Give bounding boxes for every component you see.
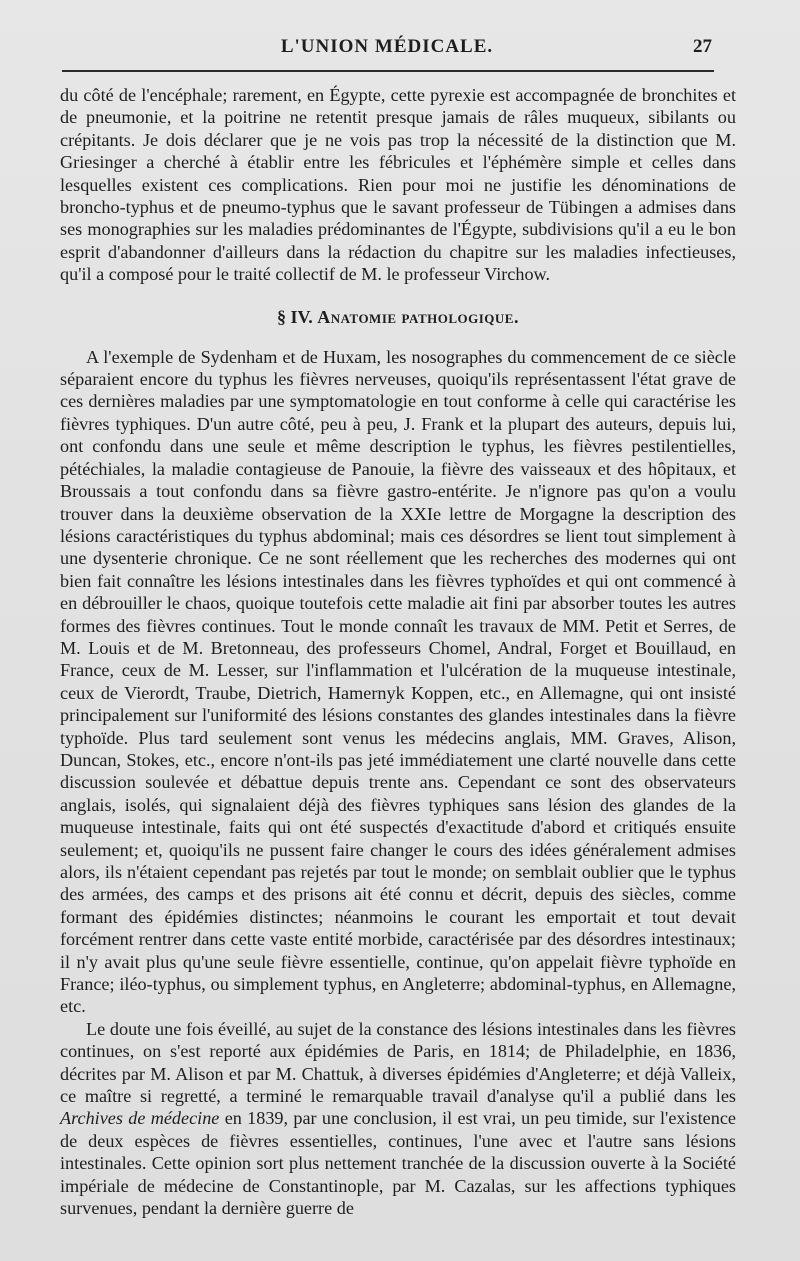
paragraph-3-text-b: en 1839, par une conclusion, il est vrai, un peu timide, sur l'existence de deux espèces de fièvres essentielles, continues, l'une avec et l'autre sans lésions intestinales. Cette opinion sort plus nettement tranchée de la discussion ouverte à la Société impériale de médecine de Constantinople, par M. Cazalas, sur les affections typhiques survenues, pendant la dernière guerre de: [60, 1108, 736, 1219]
paragraph-1: du côté de l'encéphale; rarement, en Égypte, cette pyrexie est accompagnée de bronchites et de pneumonie, et la poitrine ne retentit presque jamais de râles muqueux, sibilants ou crépitants. Je dois déclarer que je ne vois pas trop la nécessité de la distinction que M. Griesinger a cherché à établir entre les fébricules et l'éphémère simple et celles dans lesquelles existent ces complications. Rien pour moi ne justifie les dénominations de broncho-typhus et de pneumo-typhus que le savant professeur de Tübingen a admises dans ses monographies sur les maladies prédominantes de l'Égypte, subdivisions qu'il a eu le bon esprit d'abandonner d'ailleurs dans la rédaction du chapitre sur les maladies infectieuses, qu'il a composé pour le traité collectif de M. le professeur Virchow.: [60, 85, 736, 285]
paragraph-3-text-a: Le doute une fois éveillé, au sujet de la constance des lésions intestinales dans les fièvres continues, on s'est reporté aux épidémies de Paris, en 1814; de Philadelphie, en 1836, décrites par M. Alison et par M. Chattuk, à diverses épidémies d'Angleterre; et déjà Valleix, ce maître si regretté, a terminé le remarquable travail d'analyse qu'il a publié dans les: [60, 1018, 736, 1107]
section-number: § IV.: [277, 306, 313, 327]
paragraph-2: A l'exemple de Sydenham et de Huxam, les nosographes du commencement de ce siècle séparaient encore du typhus les fièvres nerveuses, quoiqu'ils représentassent l'état grave de ces dernières maladies par une symptomatologie en tout conforme à celle qui caractérise les fièvres typhiques. D'un autre côté, peu à peu, J. Frank et la plupart des auteurs, depuis lui, ont confondu dans une seule et même description le typhus, les fièvres pestilentielles, pétéchiales, la maladie contagieuse de Panouie, la fièvre des vaisseaux et des hôpitaux, et Broussais a tout confondu dans sa fièvre gastro-entérite. Je n'ignore pas qu'on a voulu trouver dans la deuxième observation de la XXIe lettre de Morgagne la description des lésions caractéristiques du typhus abdominal; mais ces désordres se lient tout simplement à une dysenterie chronique. Ce ne sont réellement que les recherches des modernes qui ont bien fait connaître les lésions intestinales dans les fièvres typhoïdes et qui ont commencé à en débrouiller le chaos, quoique toutefois cette maladie ait fini par absorber toutes les autres formes des fièvres continues. Tout le monde connaît les travaux de MM. Petit et Serres, de M. Louis et de M. Bretonneau, des professeurs Chomel, Andral, Forget et Bouillaud, en France, ceux de M. Lesser, sur l'inflammation et l'ulcération de la muqueuse intestinale, ceux de Vierordt, Traube, Dietrich, Hamernyk Koppen, etc., en Allemagne, qui ont insisté principalement sur l'uniformité des lésions constantes des glandes intestinales dans la fièvre typhoïde. Plus tard seulement sont venus les médecins anglais, MM. Graves, Alison, Duncan, Stokes, etc., encore n'ont-ils pas jeté immédiatement une clarté nouvelle dans cette discussion soulevée et débattue depuis trente ans. Cependant ce sont des observateurs anglais, isolés, qui signalaient déjà des fièvres typhiques sans lésion des glandes de la muqueuse intestinale, faits qui ont été suspectés d'exactitude d'abord et critiqués ensuite seulement; et, quoiqu'ils ne pussent faire changer le cours des idées généralement admises alors, ils n'étaient cependant pas rejetés par tout le monde; on semblait oublier que le typhus des armées, des camps et des prisons ait été connu et décrit, depuis des siècles, comme formant des épidémies distinctes; néanmoins le courant les emportait et tout devait forcément rentrer dans cette vaste entité morbide, caractérisée par des désordres intestinaux; il n'y avait plus qu'une seule fièvre essentielle, continue, qu'on appelait fièvre typhoïde en France; iléo-typhus, ou simplement typhus, en Angleterre; abdominal-typhus, en Allemagne, etc.: [60, 346, 736, 1017]
running-title: L'UNION MÉDICALE.: [280, 36, 494, 57]
page-number: 27: [693, 36, 712, 57]
journal-title: Archives de médecine: [60, 1108, 220, 1129]
header-rule: [62, 70, 714, 72]
paragraph-3: [60, 1018, 736, 1220]
body-text: [60, 84, 736, 1220]
running-header: [62, 34, 712, 64]
section-title: Anatomie pathologique.: [317, 306, 519, 327]
section-heading: [60, 306, 736, 328]
